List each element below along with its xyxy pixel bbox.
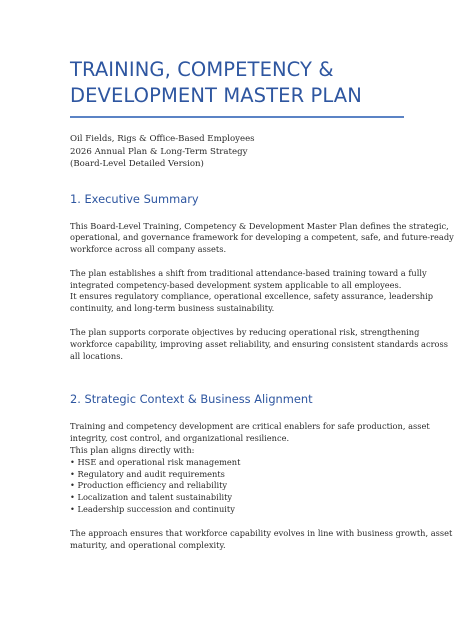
- section-2-paragraph-2: [70, 527, 453, 552]
- section-2-paragraph-1: [70, 421, 430, 456]
- text-line: Training and competency development are critical enablers for safe production, asset: [70, 421, 430, 432]
- text-line: The plan supports corporate objectives by reducing operational risk, strengthening: [70, 327, 420, 338]
- subtitle-line-3: (Board-Level Detailed Version): [70, 159, 204, 169]
- text-line: This Board-Level Training, Competency & Development Master Plan defines the strategic,: [70, 220, 449, 231]
- list-item: • Leadership succession and continuity: [70, 504, 235, 515]
- text-line: The approach ensures that workforce capability evolves in line with business growth, asset: [70, 527, 453, 538]
- text-line: integrated competency-based development system applicable to all employees.: [70, 279, 402, 290]
- text-line: workforce across all company assets.: [70, 244, 227, 255]
- list-item: • Regulatory and audit requirements: [70, 468, 225, 479]
- subtitle-line-1: Oil Fields, Rigs & Office-Based Employees: [70, 134, 255, 144]
- text-line: It ensures regulatory compliance, operational excellence, safety assurance, leadership: [70, 291, 434, 302]
- section-1-heading: 1. Executive Summary: [70, 191, 199, 206]
- document-title: [70, 57, 404, 109]
- text-line: This plan aligns directly with:: [70, 445, 195, 456]
- text-line: integrity, cost control, and organizational resilience.: [70, 433, 290, 444]
- title-divider: [70, 116, 404, 118]
- section-2-heading: 2. Strategic Context & Business Alignment: [70, 392, 313, 407]
- title-line-1: TRAINING, COMPETENCY &: [70, 58, 334, 81]
- text-line: workforce capability, improving asset reliability, and ensuring consistent standards across: [70, 338, 448, 349]
- section-1-paragraph-1: [70, 220, 454, 256]
- text-line: The plan establishes a shift from traditional attendance-based training toward a fully: [70, 267, 427, 278]
- text-line: operational, and governance framework for developing a competent, safe, and future-ready: [70, 232, 454, 243]
- document-subtitle: [70, 133, 404, 171]
- text-line: all locations.: [70, 350, 124, 361]
- alignment-list: [70, 457, 404, 516]
- list-item: • Production efficiency and reliability: [70, 480, 228, 491]
- section-1-paragraph-3: [70, 327, 448, 362]
- text-line: maturity, and operational complexity.: [70, 539, 226, 550]
- list-item: • Localization and talent sustainability: [70, 492, 233, 503]
- text-line: continuity, and long-term business sustainability.: [70, 303, 275, 314]
- section-1-paragraph-2: [70, 267, 434, 315]
- list-item: • HSE and operational risk management: [70, 456, 241, 467]
- title-line-2: DEVELOPMENT MASTER PLAN: [70, 84, 362, 107]
- subtitle-line-2: 2026 Annual Plan & Long-Term Strategy: [70, 146, 248, 157]
